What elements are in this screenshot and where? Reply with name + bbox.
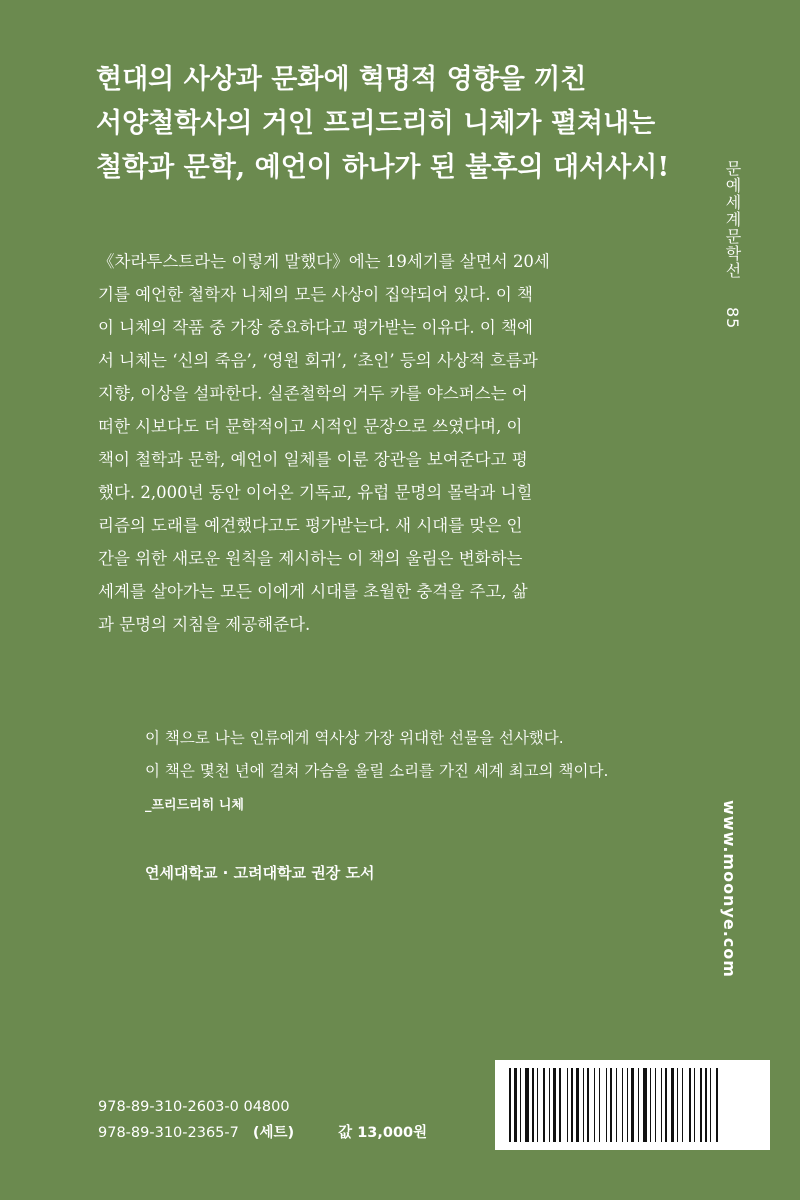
barcode-bar — [689, 1068, 691, 1142]
barcode — [495, 1060, 770, 1150]
barcode-bar — [587, 1068, 589, 1142]
barcode-bar — [716, 1068, 718, 1142]
barcode-bar — [532, 1068, 534, 1142]
series-title — [721, 160, 744, 329]
barcode-bar — [655, 1068, 656, 1142]
barcode-bar — [567, 1068, 568, 1142]
recommendation-text: 연세대학교 · 고려대학교 권장 도서 — [145, 864, 375, 882]
description-line: 이 니체의 작품 중 가장 중요하다고 평가받는 이유다. 이 책에 — [98, 318, 533, 337]
barcode-bar — [616, 1068, 617, 1142]
barcode-bar — [606, 1068, 607, 1142]
barcode-bar — [549, 1068, 550, 1142]
barcode-bar — [665, 1068, 667, 1142]
description-line: 세계를 살아가는 모든 이에게 시대를 초월한 충격을 주고, 삶 — [98, 582, 528, 601]
series-number: 85 — [723, 307, 742, 330]
description-line: 했다. 2,000년 동안 이어온 기독교, 유럽 문명의 몰락과 니힐 — [98, 483, 533, 502]
description-line: 리즘의 도래를 예견했다고도 평가받는다. 새 시대를 맞은 인 — [98, 516, 523, 535]
quote-line: 이 책으로 나는 인류에게 역사상 가장 위대한 선물을 선사했다. — [145, 729, 564, 747]
description-line: 《차라투스트라는 이렇게 말했다》에는 19세기를 살면서 20세 — [98, 252, 550, 271]
barcode-bar — [631, 1068, 634, 1142]
series-name: 문예세계문학선 — [723, 160, 742, 279]
barcode-bar — [650, 1068, 651, 1142]
description-line: 기를 예언한 철학자 니체의 모든 사상이 집약되어 있다. 이 책 — [98, 285, 533, 304]
description-line: 떠한 시보다도 더 문학적이고 시적인 문장으로 쓰였다며, 이 — [98, 417, 523, 436]
headline-line: 철학과 문학, 예언이 하나가 된 불후의 대서사시! — [96, 152, 670, 183]
barcode-bar — [643, 1068, 647, 1142]
barcode-bar — [694, 1068, 695, 1142]
barcode-bar — [576, 1068, 579, 1142]
barcode-bar — [610, 1068, 612, 1142]
isbn-line-2 — [98, 1120, 427, 1146]
barcode-bar — [571, 1068, 573, 1142]
headline — [96, 58, 736, 190]
price-label: 값 13,000원 — [338, 1125, 428, 1141]
barcode-bar — [553, 1068, 556, 1142]
description — [98, 245, 648, 641]
quote-line: 이 책은 몇천 년에 걸쳐 가슴을 울릴 소리를 가진 세계 최고의 책이다. — [145, 762, 609, 780]
barcode-bar — [509, 1068, 511, 1142]
publisher-url: www.moonye.com — [720, 800, 739, 978]
barcode-bar — [638, 1068, 639, 1142]
headline-line: 서양철학사의 거인 프리드리히 니체가 펼쳐내는 — [96, 108, 656, 139]
barcode-bar — [710, 1068, 711, 1142]
isbn-line-1: 978-89-310-2603-0 04800 — [98, 1099, 290, 1115]
barcode-bar — [520, 1068, 521, 1142]
isbn-block — [98, 1094, 427, 1146]
headline-line: 현대의 사상과 문화에 혁명적 영향을 끼친 — [96, 64, 587, 95]
description-line: 서 니체는 ‘신의 죽음’, ‘영원 회귀’, ‘초인’ 등의 사상적 흐름과 — [98, 351, 538, 370]
barcode-bar — [677, 1068, 678, 1142]
barcode-bar — [543, 1068, 545, 1142]
barcode-bar — [622, 1068, 623, 1142]
barcode-bar — [661, 1068, 662, 1142]
barcode-bar — [537, 1068, 538, 1142]
description-line: 지향, 이상을 설파한다. 실존철학의 거두 카를 야스퍼스는 어 — [98, 384, 528, 403]
barcode-bar — [514, 1068, 517, 1142]
barcode-bar — [599, 1068, 600, 1142]
author-quote — [145, 722, 665, 813]
description-line: 과 문명의 지침을 제공해준다. — [98, 615, 311, 634]
barcode-bar — [705, 1068, 707, 1142]
barcode-bar — [700, 1068, 702, 1142]
description-line: 간을 위한 새로운 원칙을 제시하는 이 책의 울림은 변화하는 — [98, 549, 523, 568]
barcode-bar — [583, 1068, 584, 1142]
barcode-graphic — [495, 1060, 770, 1150]
isbn-set-label: (세트) — [252, 1125, 295, 1141]
barcode-bar — [559, 1068, 561, 1142]
description-line: 책이 철학과 문학, 예언이 일체를 이룬 장관을 보여준다고 평 — [98, 450, 528, 469]
barcode-bar — [627, 1068, 628, 1142]
barcode-bar — [671, 1068, 674, 1142]
barcode-bar — [594, 1068, 595, 1142]
barcode-bar — [682, 1068, 683, 1142]
isbn-set-number: 978-89-310-2365-7 — [98, 1125, 239, 1141]
quote-author: _프리드리히 니체 — [145, 798, 244, 813]
barcode-bar — [525, 1068, 529, 1142]
